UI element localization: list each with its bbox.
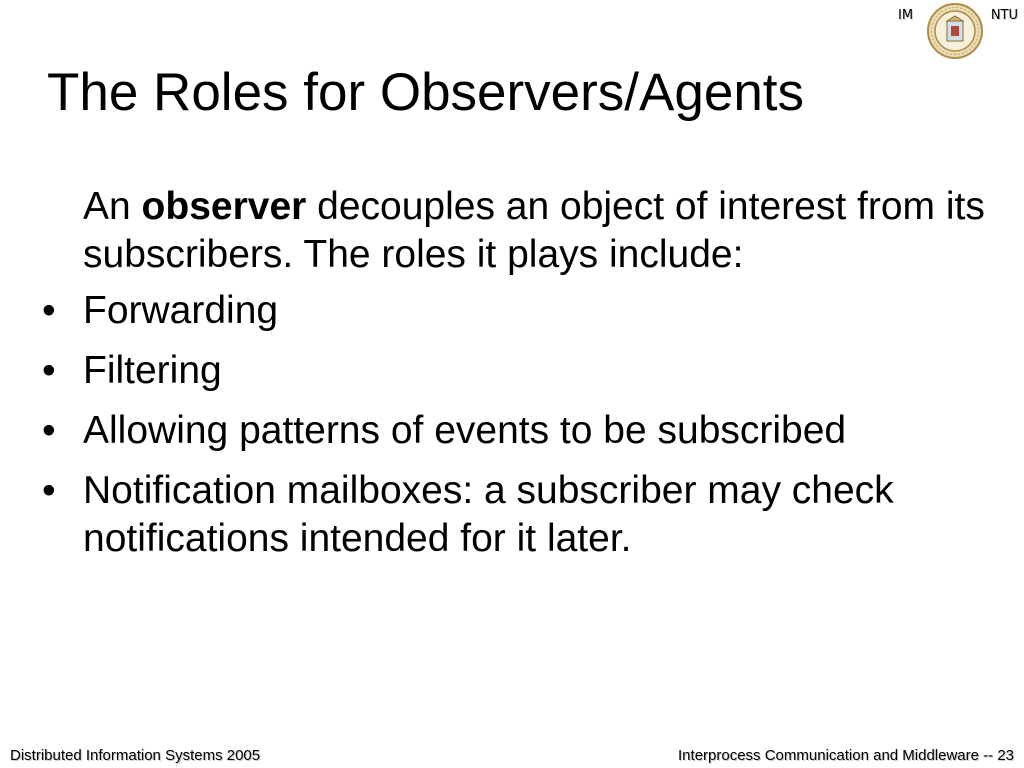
footer-slide-info: Interprocess Communication and Middleware -- 23	[678, 747, 1014, 764]
university-seal-icon	[926, 2, 984, 60]
bullet-icon: •	[42, 409, 56, 452]
bullet-item	[40, 407, 990, 455]
bullet-text: Filtering	[83, 349, 222, 392]
logo-ntu-label: NTU	[990, 8, 1018, 23]
intro-pre-text: An	[83, 185, 142, 228]
bullet-text: Notification mailboxes: a subscriber may check notifications intended for it later.	[83, 469, 894, 560]
intro-bold-term: observer	[141, 185, 307, 228]
footer-course-title: Distributed Information Systems 2005	[10, 747, 261, 764]
bullet-text: Allowing patterns of events to be subscribed	[83, 409, 847, 452]
bullet-icon: •	[42, 289, 56, 332]
bullet-list	[40, 287, 990, 563]
slide-title: The Roles for Observers/Agents	[47, 63, 805, 122]
bullet-text: Forwarding	[83, 289, 279, 332]
header-logo	[894, 2, 1018, 62]
slide-body	[40, 183, 990, 575]
bullet-item	[40, 347, 990, 395]
logo-im-label: IM	[898, 8, 914, 23]
intro-post-text: decouples an object of interest from its subscribers. The roles it plays include:	[83, 185, 985, 276]
bullet-icon: •	[42, 469, 56, 512]
bullet-icon: •	[42, 349, 56, 392]
bullet-item	[40, 287, 990, 335]
bullet-item	[40, 467, 990, 563]
intro-paragraph	[83, 183, 990, 279]
